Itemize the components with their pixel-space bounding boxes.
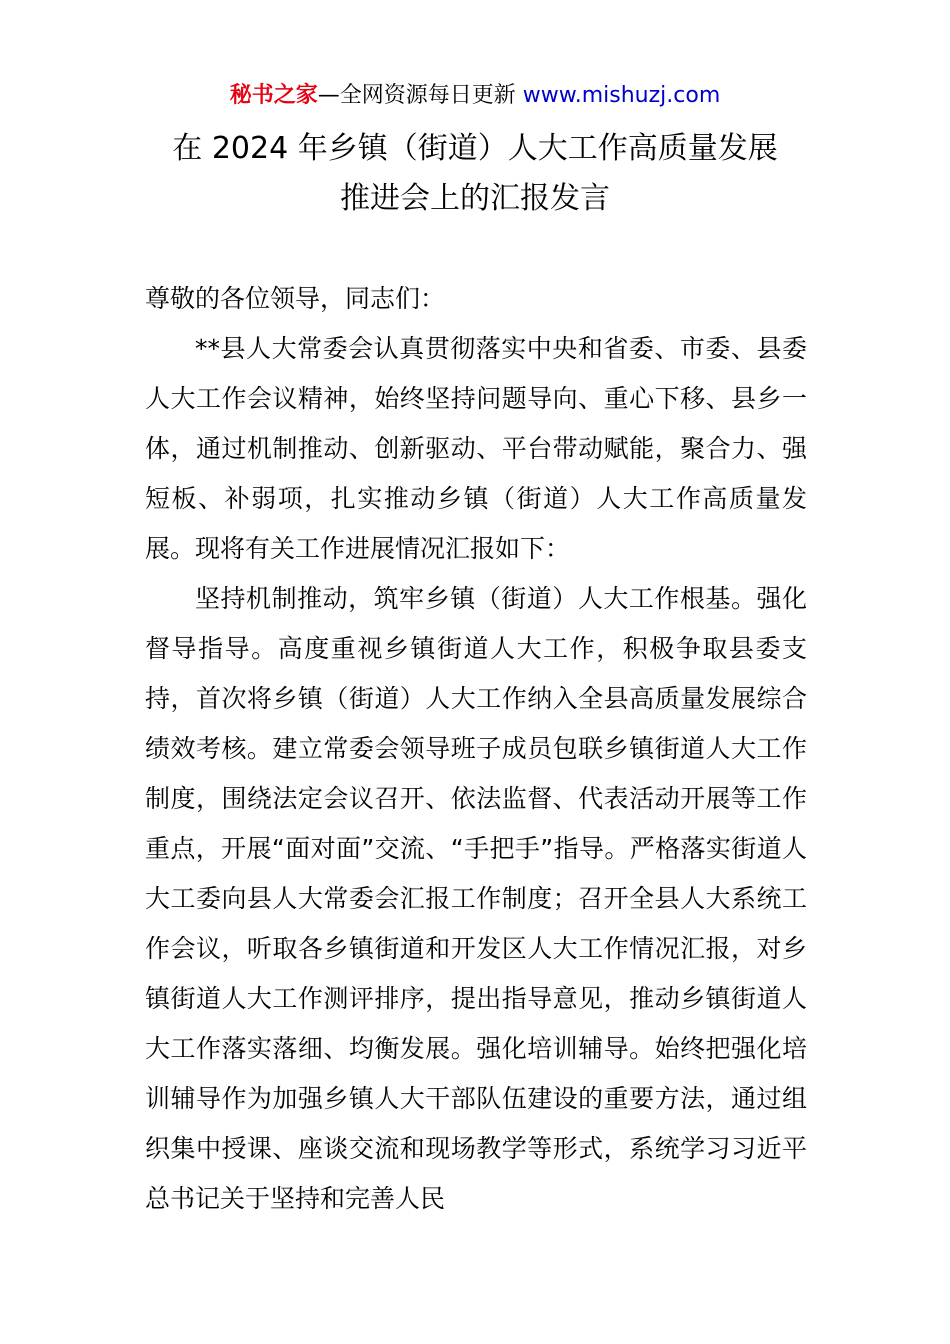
- document-body: [145, 274, 807, 1224]
- paragraph-intro: **县人大常委会认真贯彻落实中央和省委、市委、县委人大工作会议精神，始终坚持问题导向、重心下移、县乡一体，通过机制推动、创新驱动、平台带动赋能，聚合力、强短板、补弱项，扎实推动乡镇（街道）人大工作高质量发展。现将有关工作进展情况汇报如下：: [145, 334, 807, 563]
- title-line-1: 在 2024 年乡镇（街道）人大工作高质量发展: [172, 131, 778, 166]
- brand-name: 秘书之家: [229, 83, 318, 108]
- salutation: 尊敬的各位领导，同志们：: [145, 284, 446, 313]
- brand-tagline: —全网资源每日更新: [317, 83, 516, 108]
- watermark-header: [0, 80, 950, 112]
- document-title: [0, 124, 950, 224]
- site-link[interactable]: www.mishuzj.com: [515, 83, 721, 108]
- paragraph-mechanism: 坚持机制推动，筑牢乡镇（街道）人大工作根基。强化督导指导。高度重视乡镇街道人大工作，积极争取县委支持，首次将乡镇（街道）人大工作纳入全县高质量发展综合绩效考核。建立常委会领导班子成员包联乡镇街道人大工作制度，围绕法定会议召开、依法监督、代表活动开展等工作重点，开展“面对面”交流、“手把手”指导。严格落实街道人大工委向县人大常委会汇报工作制度；召开全县人大系统工作会议，听取各乡镇街道和开发区人大工作情况汇报，对乡镇街道人大工作测评排序，提出指导意见，推动乡镇街道人大工作落实落细、均衡发展。强化培训辅导。始终把强化培训辅导作为加强乡镇人大干部队伍建设的重要方法，通过组织集中授课、座谈交流和现场教学等形式，系统学习习近平总书记关于坚持和完善人民: [145, 584, 807, 1213]
- title-line-2: 推进会上的汇报发言: [340, 181, 610, 216]
